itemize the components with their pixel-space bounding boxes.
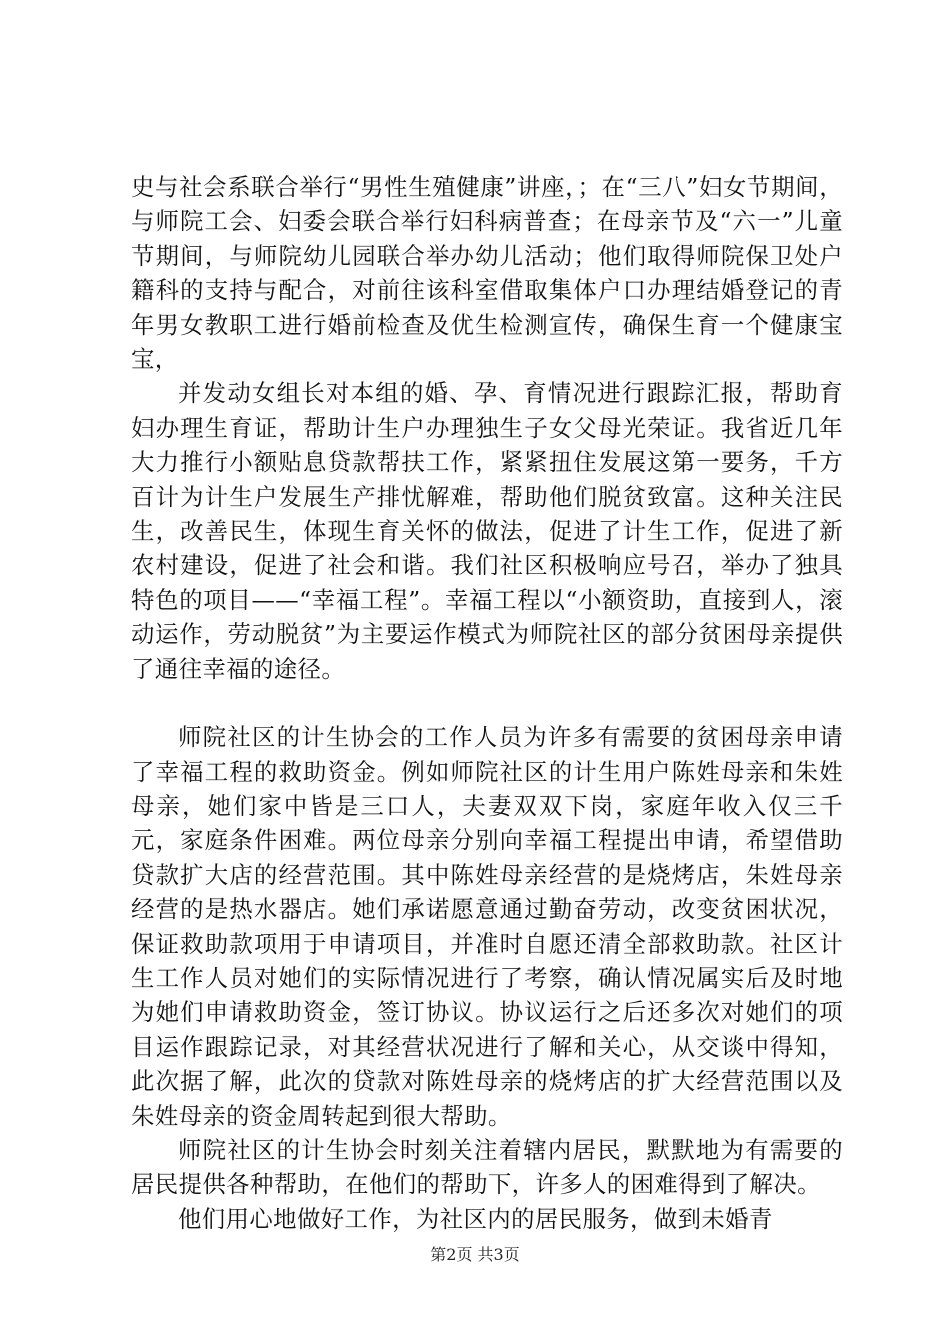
document-body bbox=[131, 170, 843, 1236]
paragraph-1: 史与社会系联合举行“男性生殖健康”讲座，；在“三八”妇女节期间，与师院工会、妇委会联合举行妇科病普查；在母亲节及“六一”儿童节期间，与师院幼儿园联合举办幼儿活动；他们取得师院保卫处户籍科的支持与配合，对前往该科室借取集体户口办理结婚登记的青年男女教职工进行婚前检查及优生检测宣传，确保生育一个健康宝宝， bbox=[131, 173, 843, 374]
paragraph-5: 他们用心地做好工作，为社区内的居民服务，做到未婚青 bbox=[178, 1204, 773, 1233]
paragraph-2: 并发动女组长对本组的婚、孕、育情况进行跟踪汇报，帮助育妇办理生育证，帮助计生户办理独生子女父母光荣证。我省近几年大力推行小额贴息贷款帮扶工作，紧紧扭住发展这第一要务，千方百计为计生户发展生产排忧解难，帮助他们脱贫致富。这种关注民生，改善民生，体现生育关怀的做法，促进了计生工作，促进了新农村建设，促进了社会和谐。我们社区积极响应号召，举办了独具特色的项目——“幸福工程”。幸福工程以“小额资助，直接到人，滚动运作，劳动脱贫”为主要运作模式为师院社区的部分贫困母亲提供了通往幸福的途径。 bbox=[131, 379, 843, 683]
paragraph-spacer bbox=[131, 686, 843, 720]
paragraph-4: 师院社区的计生协会时刻关注着辖内居民，默默地为有需要的居民提供各种帮助，在他们的帮助下，许多人的困难得到了解决。 bbox=[131, 1135, 843, 1199]
paragraph-3: 师院社区的计生协会的工作人员为许多有需要的贫困母亲申请了幸福工程的救助资金。例如师院社区的计生用户陈姓母亲和朱姓母亲，她们家中皆是三口人，夫妻双双下岗，家庭年收入仅三千元，家庭条件困难。两位母亲分别向幸福工程提出申请，希望借助贷款扩大店的经营范围。其中陈姓母亲经营的是烧烤店，朱姓母亲经营的是热水器店。她们承诺愿意通过勤奋劳动，改变贫困状况，保证救助款项用于申请项目，并准时自愿还清全部救助款。社区计生工作人员对她们的实际情况进行了考察，确认情况属实后及时地为她们申请救助资金，签订协议。协议运行之后还多次对她们的项目运作跟踪记录，对其经营状况进行了解和关心，从交谈中得知，此次据了解，此次的贷款对陈姓母亲的烧烤店的扩大经营范围以及朱姓母亲的资金周转起到很大帮助。 bbox=[131, 723, 843, 1130]
page-number-footer: 第2页 共3页 bbox=[430, 1245, 520, 1264]
